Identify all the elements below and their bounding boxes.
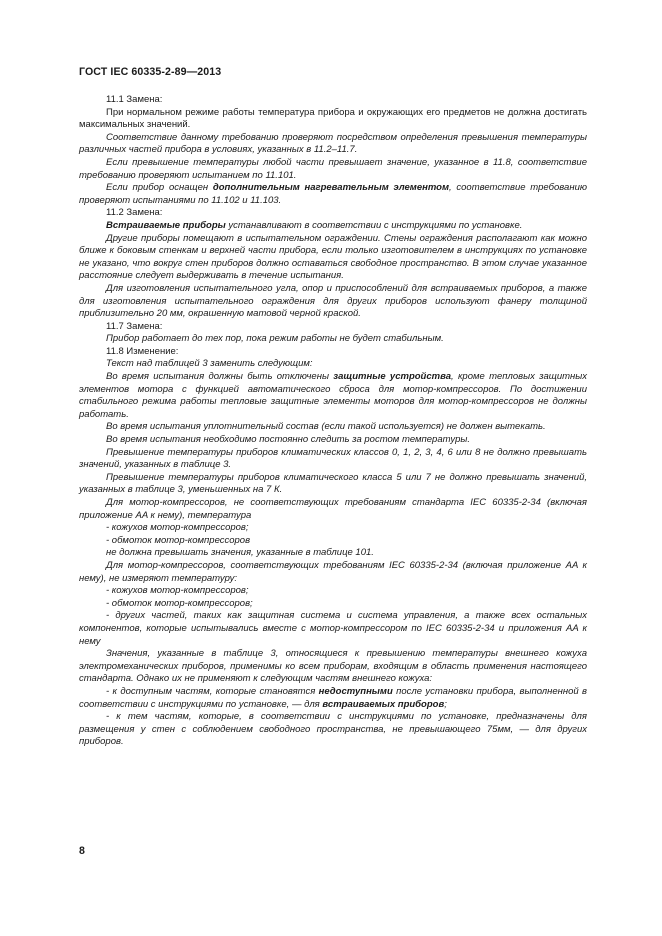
paragraph — [79, 522, 587, 535]
text-run: - кожухов мотор-компрессоров; — [106, 585, 249, 597]
text-run: 11.2 Замена: — [106, 207, 163, 219]
bold-term: встраиваемых приборов — [322, 698, 445, 710]
text-run: Превышение температуры приборов климатического класса 5 или 7 не должно превышать значений, указанных в таблице 3, уменьшенных на 7 К. — [79, 471, 587, 496]
paragraph — [79, 283, 587, 321]
text-run: - к тем частям, которые, в соответствии с инструкциями по установке, предназначены для размещения у стен с соблюдением свободного пространства, не превышающего 75мм, — для других приборов. — [79, 711, 587, 748]
paragraph — [79, 447, 587, 472]
text-run: - обмоток мотор-компрессоров — [106, 534, 251, 546]
paragraph — [79, 346, 587, 359]
text-run: Соответствие данному требованию проверяют посредством определения превышения температуры различных частей прибора в условиях, указанных в 11.2–11.7. — [79, 131, 587, 156]
text-run: Во время испытания уплотнительный состав (если такой используется) не должен вытекать. — [106, 421, 546, 433]
document-header: ГОСТ IEC 60335-2-89—2013 — [79, 66, 222, 78]
text-run: - к доступным частям, которые становятся — [106, 685, 319, 697]
paragraph — [79, 547, 587, 560]
text-run: 11.7 Замена: — [106, 320, 163, 332]
text-run: Текст над таблицей 3 заменить следующим: — [106, 358, 313, 370]
paragraph — [79, 711, 587, 749]
paragraph — [79, 321, 587, 334]
paragraph — [79, 648, 587, 686]
paragraph — [79, 535, 587, 548]
paragraph — [79, 157, 587, 182]
text-run: , соответствие требованию проверяют испытаниями по 11.102 и 11.103. — [79, 182, 587, 206]
text-run: 11.8 Изменение: — [106, 345, 179, 357]
bold-term: недоступными — [318, 685, 393, 697]
text-run: Для изготовления испытательного угла, опор и приспособлений для встраиваемых приборов, а также для изготовления испытательного ограждения для других приборов используют фанеру толщиной приблизительно 20 мм, окрашенную матовой черной краской. — [79, 282, 587, 320]
paragraph — [79, 497, 587, 522]
text-run: - других частей, таких как защитная система и система управления, а также всех остальных компонентов, которые испытывались вместе с мотор-компрессором по IEC 60335-2-34 и приложения AA к нему — [79, 610, 587, 647]
bold-term: дополнительным нагревательным элементом — [212, 182, 449, 194]
text-run: не должна превышать значения, указанные в таблице 101. — [106, 547, 374, 559]
text-run: - обмоток мотор-компрессоров; — [106, 597, 253, 609]
paragraph — [79, 421, 587, 434]
text-run: Для мотор-компрессоров, соответствующих требованиям IEC 60335-2-34 (включая приложение AA к нему), не измеряют температуру: — [79, 559, 587, 584]
paragraph — [79, 371, 587, 421]
paragraph — [79, 220, 587, 233]
text-run: Если прибор оснащен — [106, 182, 213, 194]
text-run: Значения, указанные в таблице 3, относящиеся к превышению температуры внешнего кожуха электромеханических приборов, применимы ко всем приборам, входящим в область применения настоящего стандарта. Однако их не применяют к следующим частям внешнего кожуха: — [79, 648, 587, 685]
text-run: , кроме тепловых защитных элементов мотора с функцией автоматического сброса для мотор-компрессоров. По достижении стабильного режима работы тепловые защитные элементы моторов для мотор-компрессоров не должны работать. — [79, 371, 588, 420]
text-run: 11.1 Замена: — [106, 94, 163, 105]
paragraph — [79, 472, 587, 497]
text-run: устанавливают в соответствии с инструкциями по установке. — [225, 219, 523, 231]
document-body — [79, 94, 587, 749]
paragraph — [79, 94, 587, 107]
paragraph — [79, 434, 587, 447]
paragraph — [79, 107, 587, 132]
paragraph — [79, 686, 587, 711]
paragraph — [79, 182, 587, 207]
paragraph — [79, 585, 587, 598]
bold-term: защитные устройства — [333, 371, 451, 383]
text-run: Если превышение температуры любой части превышает значение, указанное в 11.8, соответствие требованию проверяют испытанием по 11.101. — [79, 156, 587, 181]
paragraph — [79, 560, 587, 585]
text-run: Превышение температуры приборов климатических классов 0, 1, 2, 3, 4, 6 или 8 не должно превышать значений, указанных в таблице 3. — [79, 446, 587, 471]
paragraph — [79, 358, 587, 371]
paragraph — [79, 610, 587, 648]
text-run: Во время испытания должны быть отключены — [106, 371, 334, 383]
text-run: При нормальном режиме работы температура прибора и окружающих его предметов не должна достигать максимальных значений. — [79, 106, 587, 131]
text-run: - кожухов мотор-компрессоров; — [106, 522, 249, 534]
page-number: 8 — [79, 845, 85, 857]
text-run: после установки прибора, выполненной в соответствии с инструкциями по установке, — для — [79, 685, 587, 710]
bold-term: Встраиваемые приборы — [106, 219, 226, 231]
text-run: Прибор работает до тех пор, пока режим работы не будет стабильным. — [106, 333, 444, 345]
paragraph — [79, 207, 587, 220]
text-run: Для мотор-компрессоров, не соответствующих требованиям стандарта IEC 60335-2-34 (включая приложение AA к нему), температура — [79, 497, 587, 521]
paragraph — [79, 333, 587, 346]
text-run: Во время испытания необходимо постоянно следить за ростом температуры. — [106, 434, 470, 446]
text-run: Другие приборы помещают в испытательном ограждении. Стены ограждения располагают как можно ближе к боковым стенкам и верхней части прибора, если только изготовителем в инструкциях по установке не указано, что вокруг стен приборов должно оставаться свободное пространство. В этом случае указанное расстояние следует выдерживать в течение испытания. — [79, 232, 587, 282]
text-run: ; — [444, 698, 447, 710]
paragraph — [79, 233, 587, 283]
paragraph — [79, 132, 587, 157]
paragraph — [79, 598, 587, 611]
